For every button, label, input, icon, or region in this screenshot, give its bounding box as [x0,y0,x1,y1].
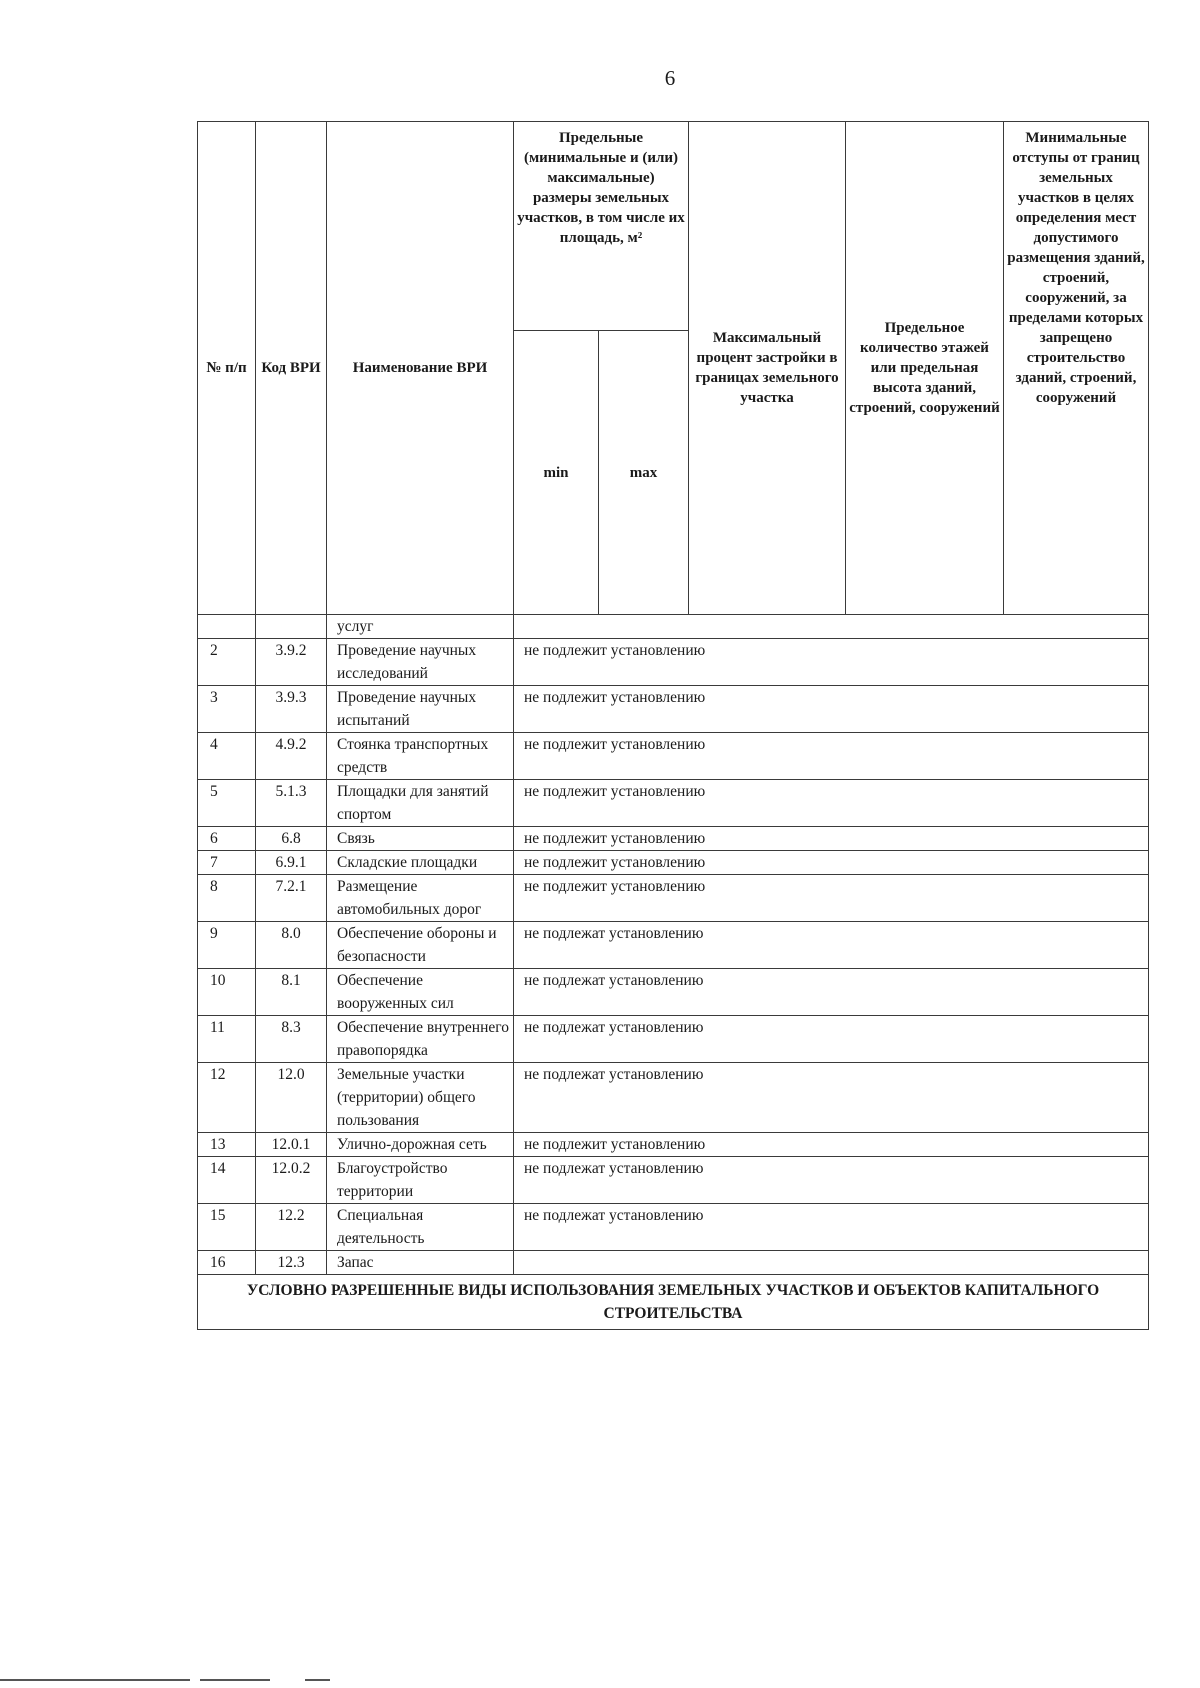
table-row [198,1063,1149,1133]
footer-lines [0,1679,1200,1682]
section-footer [198,1275,1149,1330]
table-row [198,922,1149,969]
row-value: не подлежат установлению [514,1016,1149,1063]
row-code: 7.2.1 [256,875,327,922]
row-value [514,1251,1149,1275]
table-row [198,1204,1149,1251]
row-code: 6.8 [256,827,327,851]
row-name: Стоянка транспортных средств [327,733,514,780]
row-num: 15 [198,1204,256,1251]
row-code: 3.9.2 [256,639,327,686]
row-code: 12.3 [256,1251,327,1275]
row-num: 3 [198,686,256,733]
row-num: 11 [198,1016,256,1063]
row-num: 10 [198,969,256,1016]
row-name: Специальная деятельность [327,1204,514,1251]
row-value: не подлежит установлению [514,733,1149,780]
header-setbacks: Минимальные отступы от границ земельных участков в целях определения мест допустимого размещения зданий, строений, сооружений, за пределами которых запрещено строительство зданий, строений, сооружений [1004,122,1149,615]
header-code: Код ВРИ [256,122,327,615]
row-code: 12.2 [256,1204,327,1251]
table-header [198,122,1149,615]
header-max: max [599,331,689,615]
header-min: min [514,331,599,615]
row-code: 12.0.2 [256,1157,327,1204]
header-floors: Предельное количество этажей или предельная высота зданий, строений, сооружений [846,122,1004,615]
header-plot-sizes: Предельные (минимальные и (или) максимальные) размеры земельных участков, в том числе их площадь, м² [514,122,689,331]
row-code: 8.0 [256,922,327,969]
row-num: 5 [198,780,256,827]
row-value: не подлежат установлению [514,922,1149,969]
row-value: не подлежит установлению [514,827,1149,851]
row-code [256,615,327,639]
footer-line [305,1679,330,1681]
row-code: 4.9.2 [256,733,327,780]
row-num: 13 [198,1133,256,1157]
table-row [198,686,1149,733]
row-code: 12.0.1 [256,1133,327,1157]
row-num: 9 [198,922,256,969]
row-name: Обеспечение вооруженных сил [327,969,514,1016]
row-num: 12 [198,1063,256,1133]
row-code: 5.1.3 [256,780,327,827]
row-code: 8.3 [256,1016,327,1063]
page-number: 6 [664,66,676,90]
table-row [198,1251,1149,1275]
row-code: 12.0 [256,1063,327,1133]
table-row [198,1133,1149,1157]
header-max-coverage: Максимальный процент застройки в границах земельного участка [689,122,846,615]
table-row [198,733,1149,780]
row-name: Земельные участки (территории) общего пользования [327,1063,514,1133]
row-value: не подлежат установлению [514,1063,1149,1133]
table-row [198,1157,1149,1204]
footer-line [200,1679,270,1681]
row-num: 8 [198,875,256,922]
section-title: УСЛОВНО РАЗРЕШЕННЫЕ ВИДЫ ИСПОЛЬЗОВАНИЯ ЗЕМЕЛЬНЫХ УЧАСТКОВ И ОБЪЕКТОВ КАПИТАЛЬНОГО СТРОИТЕЛЬСТВА [198,1275,1149,1330]
row-num [198,615,256,639]
row-value [514,615,1149,639]
row-name: Проведение научных испытаний [327,686,514,733]
row-num: 14 [198,1157,256,1204]
row-name: услуг [327,615,514,639]
table-row [198,639,1149,686]
header-num: № п/п [198,122,256,615]
row-name: Запас [327,1251,514,1275]
row-value: не подлежит установлению [514,686,1149,733]
row-value: не подлежит установлению [514,1133,1149,1157]
row-num: 16 [198,1251,256,1275]
row-value: не подлежат установлению [514,1157,1149,1204]
row-num: 7 [198,851,256,875]
row-name: Связь [327,827,514,851]
row-value: не подлежит установлению [514,639,1149,686]
row-name: Складские площадки [327,851,514,875]
table-row-continuation [198,615,1149,639]
row-num: 4 [198,733,256,780]
row-name: Улично-дорожная сеть [327,1133,514,1157]
row-name: Площадки для занятий спортом [327,780,514,827]
table-row [198,875,1149,922]
row-name: Благоустройство территории [327,1157,514,1204]
row-code: 3.9.3 [256,686,327,733]
row-num: 6 [198,827,256,851]
row-name: Обеспечение внутреннего правопорядка [327,1016,514,1063]
row-name: Размещение автомобильных дорог [327,875,514,922]
row-code: 6.9.1 [256,851,327,875]
header-name: Наименование ВРИ [327,122,514,615]
row-value: не подлежит установлению [514,780,1149,827]
table-row [198,1016,1149,1063]
table-row [198,851,1149,875]
footer-line [0,1679,190,1681]
table-body [198,615,1149,1275]
row-value: не подлежат установлению [514,1204,1149,1251]
table-row [198,969,1149,1016]
table-row [198,780,1149,827]
row-name: Проведение научных исследований [327,639,514,686]
table-row [198,827,1149,851]
land-use-table [197,121,1149,1330]
row-value: не подлежит установлению [514,851,1149,875]
row-name: Обеспечение обороны и безопасности [327,922,514,969]
row-code: 8.1 [256,969,327,1016]
row-num: 2 [198,639,256,686]
row-value: не подлежат установлению [514,969,1149,1016]
row-value: не подлежит установлению [514,875,1149,922]
